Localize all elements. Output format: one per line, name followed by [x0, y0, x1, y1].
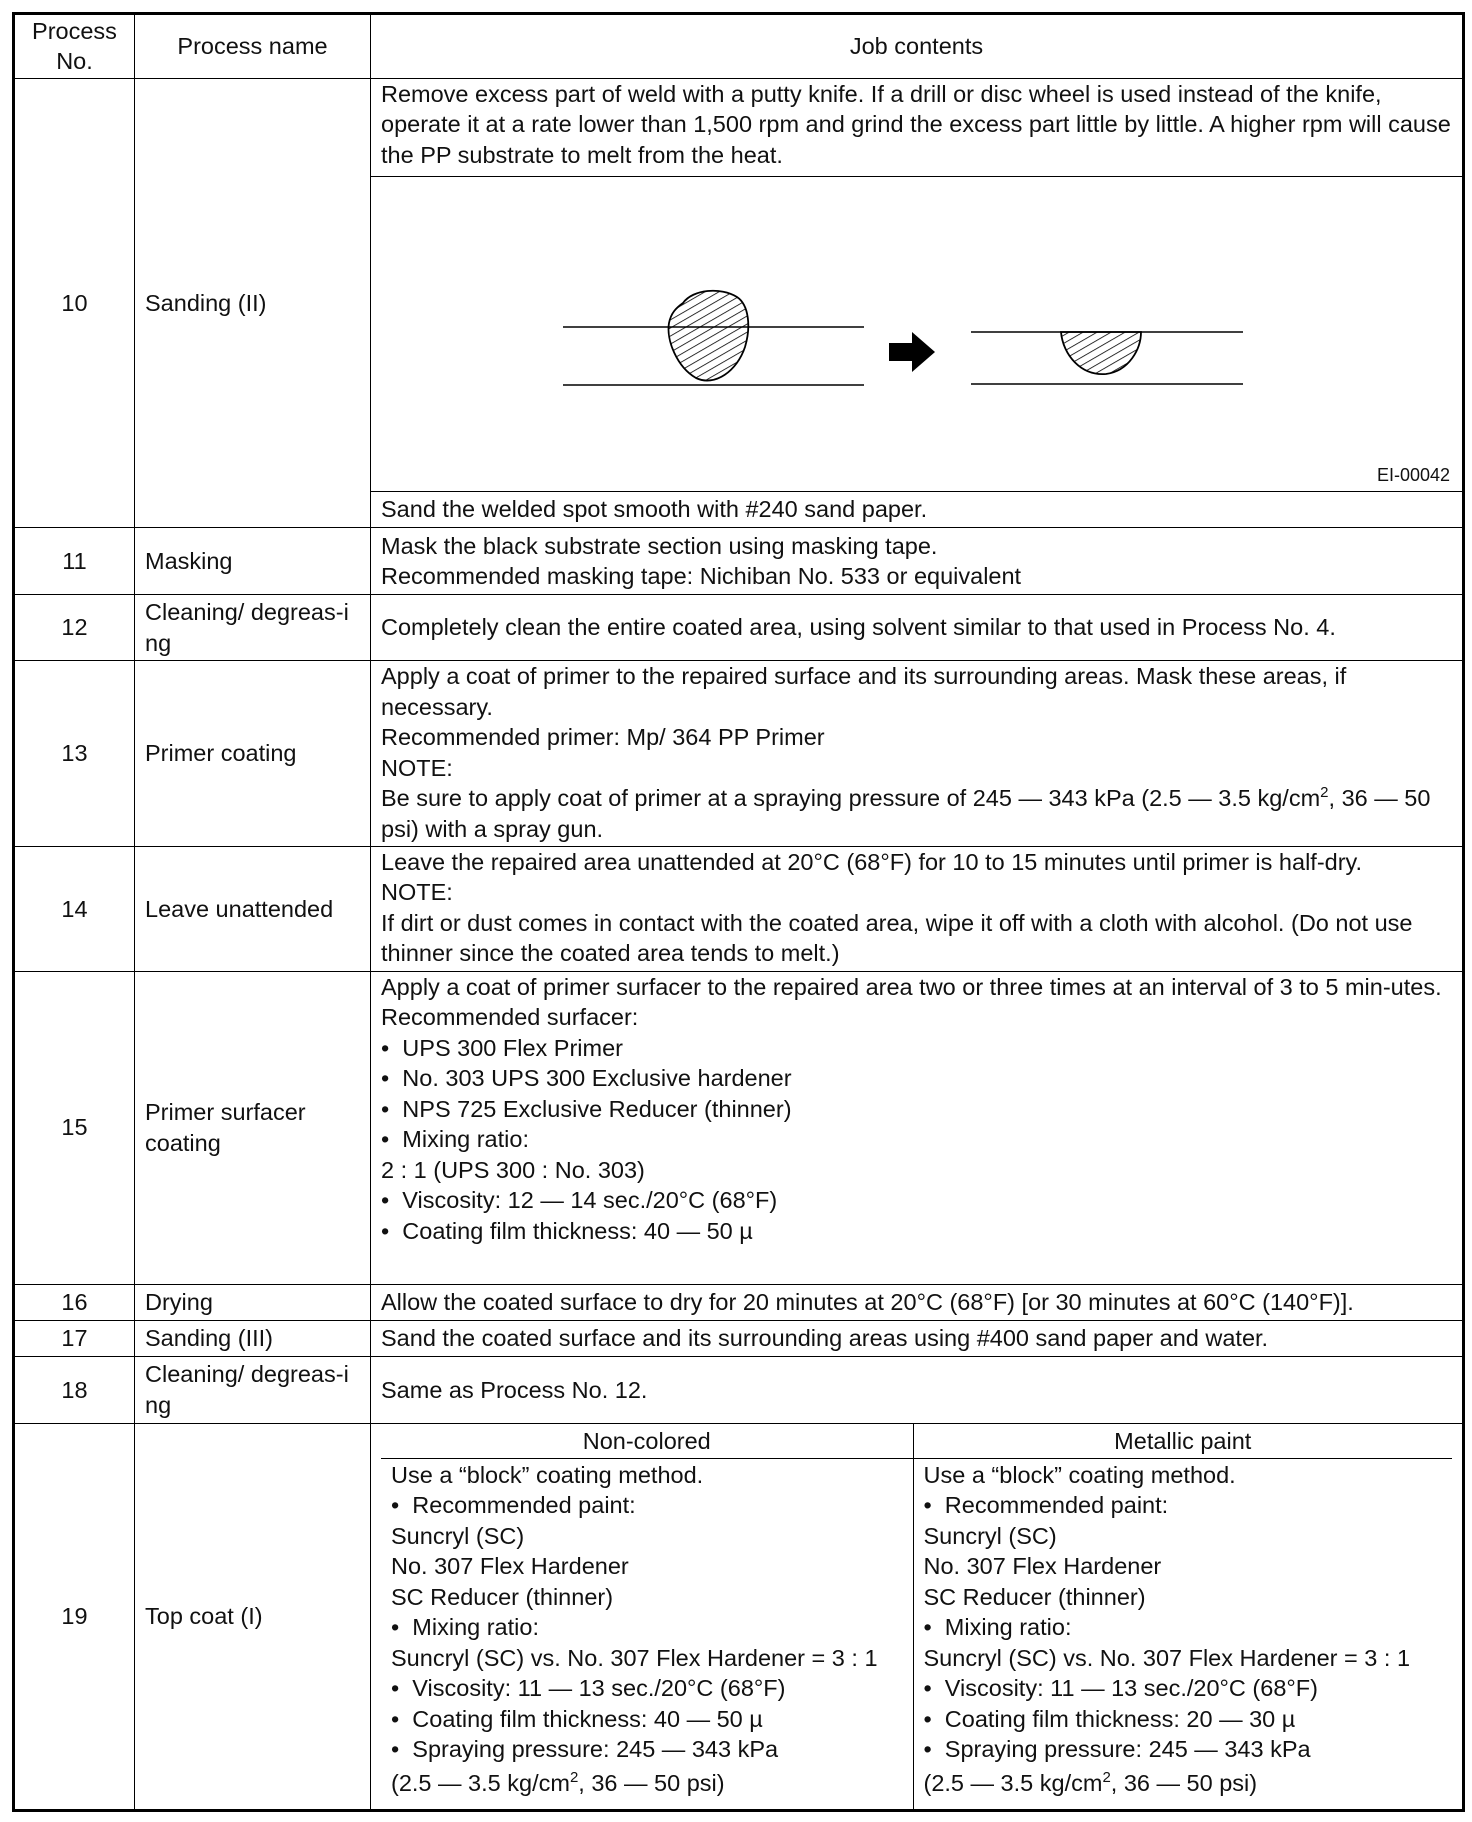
job-18: Same as Process No. 12. [371, 1357, 1464, 1424]
process-row-15 [14, 971, 1464, 1284]
process-row-13 [14, 661, 1464, 847]
job-13-note-a: Be sure to apply coat of primer at a spraying pressure of 245 — 343 kPa (2.5 — 3.5 kg/cm [381, 785, 1321, 812]
mt-viscosity: • Viscosity: 11 — 13 sec./20°C (68°F) [924, 1673, 1443, 1704]
mt-pressure: • Spraying pressure: 245 — 343 kPa [924, 1734, 1443, 1765]
process-name-13: Primer coating [135, 661, 371, 847]
job-15-surfacer-label: Recommended surfacer: [381, 1004, 639, 1031]
mt-paint-2: No. 307 Flex Hardener [923, 1553, 1162, 1580]
mt-pressure-2 [924, 1768, 1443, 1799]
process-row-18 [14, 1357, 1464, 1424]
weld-bead-shape [669, 291, 749, 381]
mt-paint-3: SC Reducer (thinner) [923, 1583, 1146, 1610]
job-17: Sand the coated surface and its surrounding areas using #400 sand paper and water. [371, 1320, 1464, 1356]
after-sanding-figure [971, 332, 1243, 384]
process-no-17: 17 [14, 1320, 135, 1356]
process-name-12 [135, 594, 371, 661]
process-row-17 [14, 1320, 1464, 1356]
job-15-item-3: • NPS 725 Exclusive Reducer (thinner) [381, 1094, 1452, 1125]
process-no-15: 15 [14, 971, 135, 1284]
process-no-10: 10 [14, 78, 135, 528]
job-10-intro [371, 78, 1464, 177]
nc-paint-2: No. 307 Flex Hardener [391, 1553, 629, 1580]
process-row-16 [14, 1284, 1464, 1320]
top-coat-header-row [381, 1424, 1452, 1459]
process-name-18-text: Cleaning/ degreas-ing [145, 1361, 349, 1418]
arrow-right-icon [889, 332, 935, 372]
nc-mix-label: • Mixing ratio: [391, 1612, 903, 1643]
process-name-15 [135, 971, 371, 1284]
weld-sanding-diagram [371, 177, 1463, 487]
job-11 [371, 528, 1464, 595]
process-row-11 [14, 528, 1464, 595]
nc-pressure-2 [391, 1768, 903, 1799]
process-row-12 [14, 594, 1464, 661]
job-14-line-1: Leave the repaired area unattended at 20°C (68°F) for 10 to 15 minutes until primer is half-dry. [381, 848, 1363, 875]
job-15-item-2: • No. 303 UPS 300 Exclusive hardener [381, 1063, 1452, 1094]
mt-pressure-2a: (2.5 — 3.5 kg/cm [923, 1769, 1103, 1796]
process-no-11: 11 [14, 528, 135, 595]
nc-pressure: • Spraying pressure: 245 — 343 kPa [391, 1734, 903, 1765]
job-15-ratio: 2 : 1 (UPS 300 : No. 303) [381, 1156, 645, 1183]
job-13-note-sup: 2 [1320, 784, 1329, 802]
job-15-intro: Apply a coat of primer surfacer to the repaired area two or three times at an interval of 3 to 5 min-utes. [381, 973, 1442, 1000]
nc-paint-1: Suncryl (SC) [391, 1522, 525, 1549]
top-coat-content-row [381, 1458, 1452, 1809]
nc-pressure-sup: 2 [569, 1768, 579, 1786]
mt-mix: Suncryl (SC) vs. No. 307 Flex Hardener = 3 : 1 [923, 1644, 1411, 1671]
header-job-contents: Job contents [371, 14, 1464, 79]
metallic-content [913, 1458, 1452, 1809]
job-15-viscosity: • Viscosity: 12 — 14 sec./20°C (68°F) [381, 1185, 1452, 1216]
nc-mix: Suncryl (SC) vs. No. 307 Flex Hardener = 3 : 1 [391, 1644, 878, 1671]
job-15-item-1: • UPS 300 Flex Primer [381, 1033, 1452, 1064]
job-15-thickness: • Coating film thickness: 40 — 50 µ [381, 1216, 1452, 1247]
mt-paint-label: • Recommended paint: [924, 1490, 1443, 1521]
job-13-intro: Apply a coat of primer to the repaired surface and its surrounding areas. Mask these areas, if necessary. [381, 663, 1347, 720]
job-10-outro: Sand the welded spot smooth with #240 sand paper. [371, 491, 1464, 527]
metallic-heading: Metallic paint [913, 1424, 1452, 1459]
job-19 [371, 1423, 1464, 1810]
job-14 [371, 846, 1464, 971]
job-13-note-b: , 36 — 50 psi) with a spray gun. [381, 785, 1431, 842]
nc-method: Use a “block” coating method. [391, 1461, 704, 1488]
process-name-15-text: Primer surfacer coating [145, 1099, 306, 1156]
nc-viscosity: • Viscosity: 11 — 13 sec./20°C (68°F) [391, 1673, 903, 1704]
job-16: Allow the coated surface to dry for 20 minutes at 20°C (68°F) [or 30 minutes at 60°C (140°F)]. [371, 1284, 1464, 1320]
job-11-line-2: Recommended masking tape: Nichiban No. 533 or equivalent [381, 563, 1022, 590]
table-header-row [14, 14, 1464, 79]
mt-method: Use a “block” coating method. [923, 1461, 1236, 1488]
nc-paint-3: SC Reducer (thinner) [391, 1583, 614, 1610]
process-row-10 [14, 78, 1464, 177]
process-name-12-text: Cleaning/ degreas-ing [145, 599, 349, 656]
job-15-item-4: • Mixing ratio: [381, 1124, 1452, 1155]
job-14-note-label: NOTE: [381, 879, 453, 906]
process-name-17: Sanding (III) [135, 1320, 371, 1356]
job-10-intro-text: Remove excess part of weld with a putty knife. If a drill or disc wheel is used instead of the knife, operate it at a rate lower than 1,500 rpm and grind the excess part little by little. A higher rpm will cause the PP substrate to melt from the heat. [381, 80, 1451, 168]
mt-mix-label: • Mixing ratio: [924, 1612, 1443, 1643]
process-no-14: 14 [14, 846, 135, 971]
process-no-19: 19 [14, 1423, 135, 1810]
job-13-note [381, 783, 1452, 844]
process-no-18: 18 [14, 1357, 135, 1424]
figure-code: EI-00042 [1376, 464, 1450, 485]
nc-pressure-2b: , 36 — 50 psi) [578, 1769, 725, 1796]
header-process-no: Process No. [14, 14, 135, 79]
process-no-13: 13 [14, 661, 135, 847]
before-sanding-figure [563, 291, 864, 385]
nc-paint-label: • Recommended paint: [391, 1490, 903, 1521]
process-name-19: Top coat (I) [135, 1423, 371, 1810]
non-colored-content [381, 1458, 913, 1809]
mt-thickness: • Coating film thickness: 20 — 30 µ [924, 1704, 1443, 1735]
job-13-note-label: NOTE: [381, 754, 453, 781]
job-14-note: If dirt or dust comes in contact with the coated area, wipe it off with a cloth with alcohol. (Do not use thinner since the coated area tends to melt.) [381, 909, 1413, 967]
job-10-figure [371, 177, 1464, 492]
process-name-11: Masking [135, 528, 371, 595]
mt-paint-1: Suncryl (SC) [923, 1522, 1057, 1549]
process-table [12, 12, 1465, 1812]
nc-thickness: • Coating film thickness: 40 — 50 µ [391, 1704, 903, 1735]
process-name-10: Sanding (II) [135, 78, 371, 528]
process-name-14: Leave unattended [135, 846, 371, 971]
top-coat-subtable [381, 1424, 1452, 1809]
non-colored-heading: Non-colored [381, 1424, 913, 1459]
job-15 [371, 971, 1464, 1284]
job-11-line-1: Mask the black substrate section using masking tape. [381, 532, 938, 559]
sanded-weld-shape [1061, 332, 1141, 374]
process-name-18 [135, 1357, 371, 1424]
process-document [12, 12, 1462, 1812]
job-13-primer: Recommended primer: Mp/ 364 PP Primer [381, 724, 825, 751]
process-row-14 [14, 846, 1464, 971]
process-no-16: 16 [14, 1284, 135, 1320]
nc-pressure-2a: (2.5 — 3.5 kg/cm [391, 1769, 570, 1796]
mt-pressure-sup: 2 [1102, 1768, 1111, 1786]
process-no-12: 12 [14, 594, 135, 661]
mt-pressure-2b: , 36 — 50 psi) [1110, 1769, 1258, 1796]
process-name-16: Drying [135, 1284, 371, 1320]
process-row-19 [14, 1423, 1464, 1810]
header-process-name: Process name [135, 14, 371, 79]
job-13 [371, 661, 1464, 847]
job-12: Completely clean the entire coated area, using solvent similar to that used in Process No. 4. [371, 594, 1464, 661]
